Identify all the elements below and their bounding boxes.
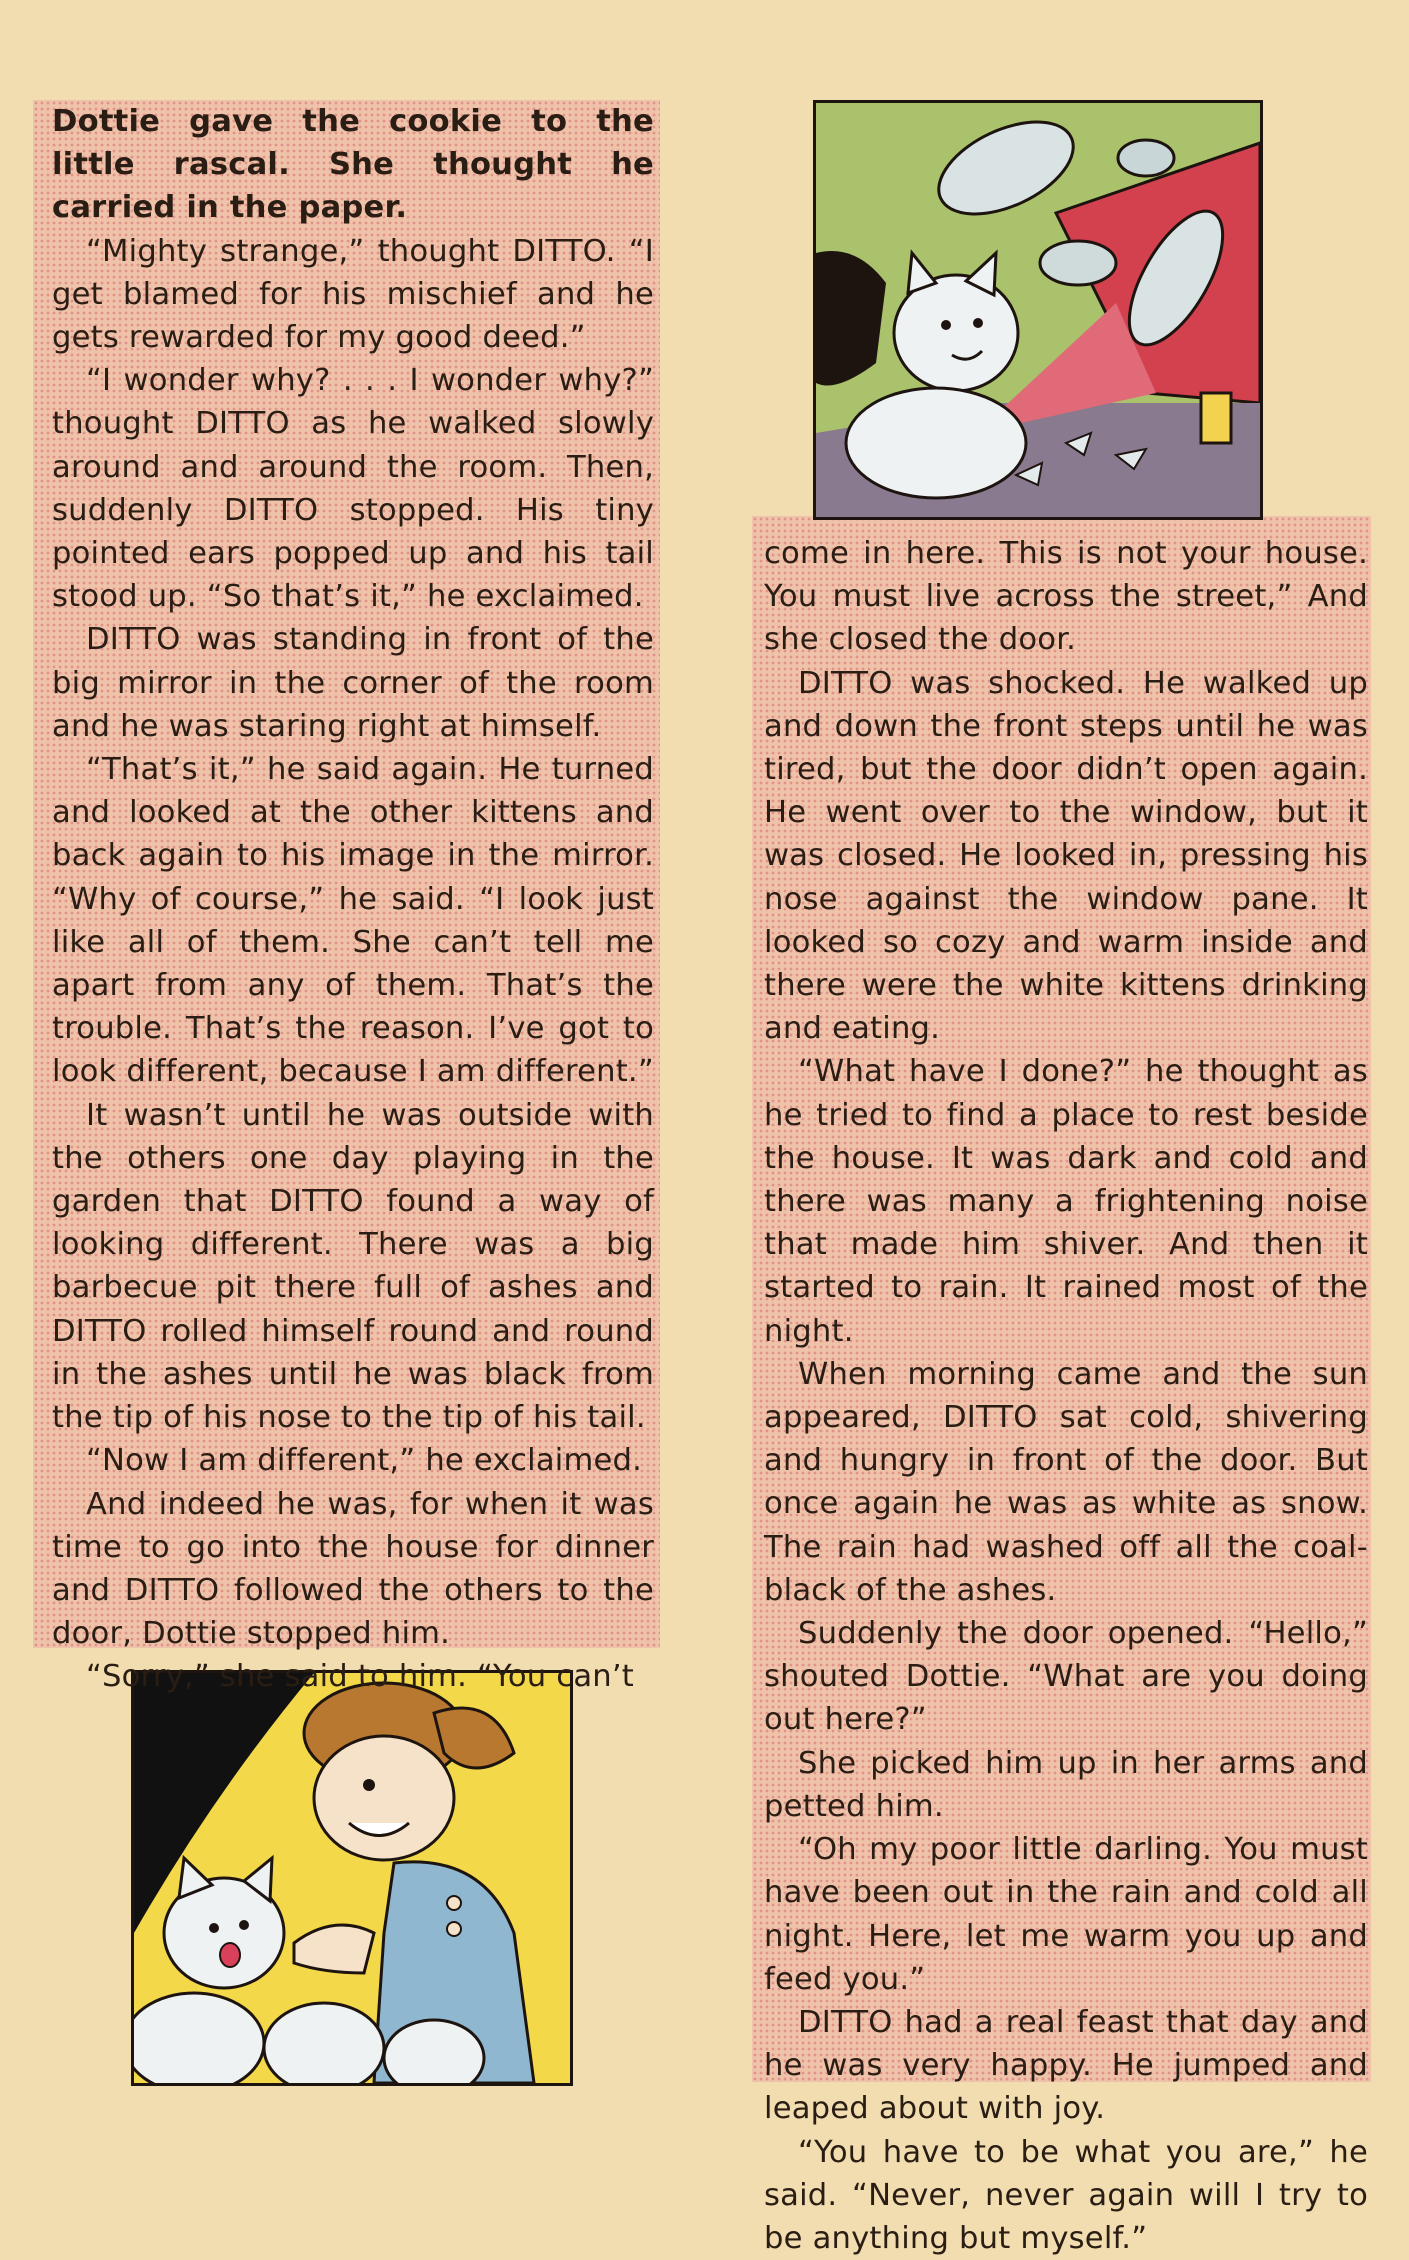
paragraph: And indeed he was, for when it was time to go into the house for dinner and DITTO followed the others to the door, Dottie stopped him. bbox=[52, 1486, 654, 1652]
story-text-right-column bbox=[764, 532, 1368, 2260]
story-text-left-column bbox=[52, 100, 654, 1699]
comic-panel-kitten-tablecloth bbox=[813, 100, 1263, 520]
paragraph: DITTO was shocked. He walked up and down the front steps until he was tired, but the door didn’t open again. He went over to the window, but it was closed. He looked in, pressing his nose against the window pane. It looked so cozy and warm inside and there were the white kittens drinking and eating. bbox=[764, 665, 1368, 1047]
paragraph: When morning came and the sun appeared, DITTO sat cold, shivering and hungry in front of the door. But once again he was as white as snow. The rain had washed off all the coal-black of the ashes. bbox=[764, 1356, 1368, 1608]
paragraph: “Oh my poor little darling. You must have been out in the rain and cold all night. Here, let me warm you up and feed you.” bbox=[764, 1832, 1368, 1997]
paragraph: DITTO had a real feast that day and he was very happy. He jumped and leaped about with joy. bbox=[764, 2004, 1368, 2127]
paragraph: “You have to be what you are,” he said. “Never, never again will I try to be anything but myself.” bbox=[764, 2134, 1368, 2256]
paragraph: “Now I am different,” he exclaimed. bbox=[86, 1443, 643, 1479]
paragraph: “That’s it,” he said again. He turned and looked at the other kittens and back again to his image in the mirror. “Why of course,” he said. “I look just like all of them. She can’t tell me apart from any of them. That’s the trouble. That’s the reason. I’ve got to look different, because I am different.” bbox=[52, 752, 654, 1090]
paragraph: Suddenly the door opened. “Hello,” shouted Dottie. “What are you doing out here?” bbox=[764, 1616, 1368, 1738]
paragraph: “What have I done?” he thought as he tried to find a place to rest beside the house. It was dark and cold and there was many a frightening noise that made him shiver. And then it started to rain. It rained most of the night. bbox=[764, 1054, 1368, 1349]
paragraph: She picked him up in her arms and petted him. bbox=[764, 1745, 1368, 1824]
paragraph: “I wonder why? . . . I wonder why?” thought DITTO as he walked slowly around and around the room. Then, suddenly DITTO stopped. His tiny pointed ears popped up and his tail stood up. “So that’s it,” he exclaimed. bbox=[52, 363, 654, 615]
kitten-tablecloth-illustration bbox=[816, 103, 1260, 517]
paragraph: DITTO was standing in front of the big mirror in the corner of the room and he was staring right at himself. bbox=[52, 622, 654, 744]
paragraph: Dottie gave the cookie to the little rascal. She thought he carried in the paper. bbox=[52, 104, 654, 226]
paragraph: “Sorry,” she said to him. “You can’t bbox=[86, 1659, 634, 1695]
dottie-kittens-illustration bbox=[134, 1673, 570, 2083]
paragraph: come in here. This is not your house. You must live across the street,” And she closed the door. bbox=[764, 536, 1368, 658]
comic-panel-dottie-kittens bbox=[131, 1670, 573, 2086]
paragraph: “Mighty strange,” thought DITTO. “I get blamed for his mischief and he gets rewarded for my good deed.” bbox=[52, 233, 654, 356]
paragraph: It wasn’t until he was outside with the others one day playing in the garden that DITTO found a way of looking different. There was a big barbecue pit there full of ashes and DITTO rolled himself round and round in the ashes until he was black from the tip of his nose to the tip of his tail. bbox=[52, 1097, 654, 1436]
